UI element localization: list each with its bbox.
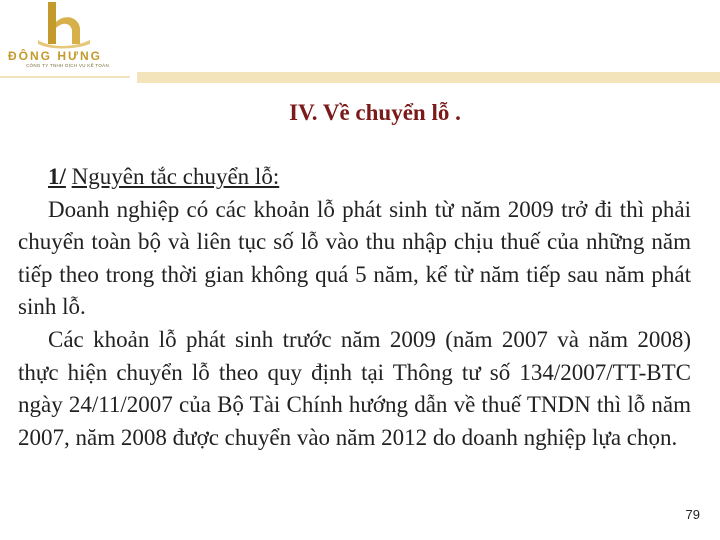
section-title: IV. Về chuyển lỗ . [289, 100, 461, 125]
subheading-text: Nguyên tắc chuyển lỗ: [71, 164, 280, 189]
paragraph: Các khoản lỗ phát sinh trước năm 2009 (năm 2007 và năm 2008) thực hiện chuyển lỗ theo quy định tại Thông tư số 134/2007/TT-BTC ngày 24/11/2007 của Bộ Tài Chính hướng dẫn về thuế TNDN thì lỗ năm 2007, năm 2008 được chuyển vào năm 2012 do doanh nghiệp lựa chọn. [18, 326, 691, 450]
page-number: 79 [685, 507, 700, 522]
logo-emblem-icon [30, 0, 100, 50]
logo-name: ĐÔNG HƯNG [8, 49, 102, 63]
subheading [48, 161, 691, 194]
logo-subtitle: CÔNG TY TNHH DỊCH VỤ KẾ TOÁN [26, 63, 109, 68]
slide-body [18, 161, 691, 454]
subheading-number: 1/ [48, 164, 66, 189]
company-logo [4, 0, 130, 72]
header-divider-bar [137, 72, 720, 83]
header-divider-left [0, 76, 130, 78]
paragraph: Doanh nghiệp có các khoản lỗ phát sinh từ năm 2009 trở đi thì phải chuyển toàn bộ và liên tục số lỗ vào thu nhập chịu thuế của những năm tiếp theo trong thời gian không quá 5 năm, kể từ năm tiếp sau năm phát sinh lỗ. [18, 196, 691, 320]
